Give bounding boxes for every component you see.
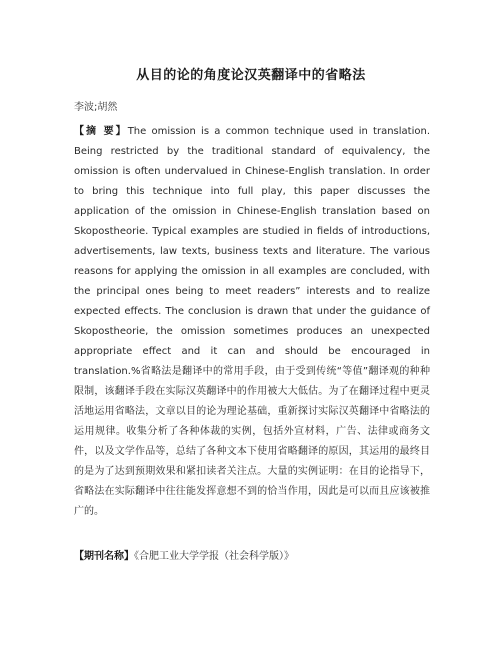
journal-line [74, 547, 294, 562]
journal-label: 【期刊名称】 [74, 551, 134, 562]
paper-authors: 李波;胡然 [74, 102, 118, 113]
abstract-label: 【摘 要】 [74, 126, 128, 137]
journal-name: 《合肥工业大学学报（社会科学版）》 [134, 551, 294, 562]
paper-title: 从目的论的角度论汉英翻译中的省略法 [136, 68, 366, 83]
abstract-paragraph [74, 122, 430, 522]
abstract-text: The omission is a common technique used in translation. Being restricted by the traditional standard of equivalency, the omission is often undervalued in Chinese-English translation. In order to bring this technique into full play, this paper discusses the application of the omission in Chinese-English translation based on Skopostheorie. Typical examples are studied in fields of introductions, advertisements, law texts, business texts and literature. The various reasons for applying the omission in all examples are concluded, with the principal ones being to meet readers” interests and to realize expected effects. The conclusion is drawn that under the guidance of Skopostheorie, the omission sometimes produces an unexpected appropriate effect and it can and should be encouraged in translation.%省略法是翻译中的常用手段，由于受到传统“等值”翻译观的种种限制，该翻译手段在实际汉英翻译中的作用被大大低估。为了在翻译过程中更灵活地运用省略法，文章以目的论为理论基础，重新探讨实际汉英翻译中省略法的运用规律。收集分析了各种体裁的实例，包括外宣材料，广告、法律或商务文件，以及文学作品等，总结了各种文本下使用省略翻译的原因，其运用的最终目的是为了达到预期效果和紧扣读者关注点。大量的实例证明：在目的论指导下，省略法在实际翻译中往往能发挥意想不到的恰当作用，因此是可以而且应该被推广的。 [74, 126, 431, 517]
